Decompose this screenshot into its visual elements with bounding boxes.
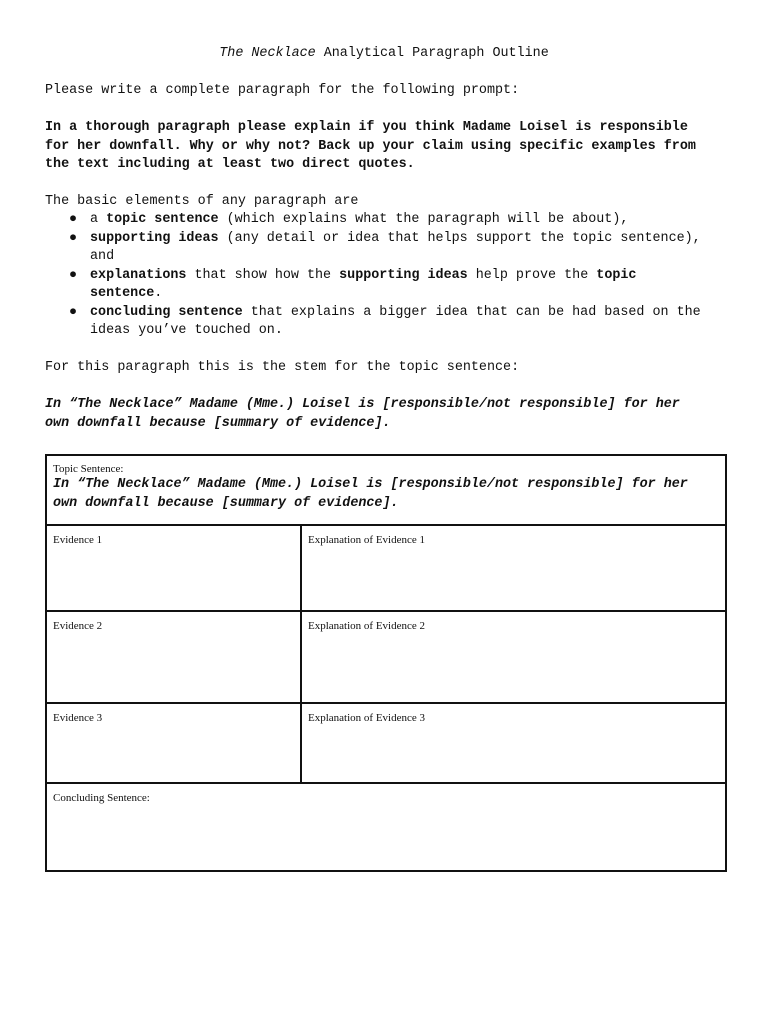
concluding-sentence-label: Concluding Sentence: xyxy=(53,792,150,804)
evidence-3-label: Evidence 3 xyxy=(53,712,103,724)
outline-table xyxy=(45,454,727,872)
list-item xyxy=(45,211,725,230)
bullet-text: a xyxy=(90,212,107,227)
bullet-text: that show how the xyxy=(186,267,340,283)
topic-sentence-cell[interactable] xyxy=(46,455,726,525)
bullet-icon: ● xyxy=(69,304,78,320)
instruction-text: Please write a complete paragraph for the following prompt: xyxy=(45,83,520,98)
page-title xyxy=(0,45,768,63)
bullet-term: concluding sentence xyxy=(90,304,243,320)
bullet-text: and xyxy=(90,249,115,264)
title-italic: The Necklace xyxy=(219,46,316,61)
elements-intro: The basic elements of any paragraph are xyxy=(45,194,359,209)
explanation-1-label: Explanation of Evidence 1 xyxy=(308,534,425,546)
explanation-3-cell[interactable] xyxy=(301,703,726,783)
bullet-icon: ● xyxy=(69,212,78,227)
topic-sentence-text xyxy=(47,476,725,513)
bullet-term: explanations xyxy=(90,267,187,283)
bullet-text: (any detail or idea that helps support the topic sentence), xyxy=(218,230,701,246)
evidence-1-cell[interactable] xyxy=(46,525,301,611)
explanation-3-label: Explanation of Evidence 3 xyxy=(308,712,425,724)
bullet-term: sentence xyxy=(90,286,155,301)
bullet-text: (which explains what the paragraph will be about), xyxy=(218,212,629,227)
evidence-3-cell[interactable] xyxy=(46,703,301,783)
stem-text xyxy=(45,396,725,433)
bullet-icon: ● xyxy=(69,230,78,246)
concluding-sentence-cell[interactable] xyxy=(46,783,726,871)
stem-line: In “The Necklace” Madame (Mme.) Loisel is [responsible/not responsible] for her xyxy=(45,397,680,412)
bullet-term: supporting ideas xyxy=(339,267,468,283)
prompt-line: the text including at least two direct quotes. xyxy=(45,157,415,172)
list-item xyxy=(45,304,725,341)
topic-line: In “The Necklace” Madame (Mme.) Loisel is [responsible/not responsible] for her xyxy=(53,477,688,492)
prompt-line: In a thorough paragraph please explain if you think Madame Loisel is responsible xyxy=(45,120,688,135)
topic-line: own downfall because [summary of evidence]. xyxy=(53,495,399,511)
title-rest: Analytical Paragraph Outline xyxy=(323,46,549,61)
bullet-text: ideas you’ve touched on. xyxy=(90,323,283,338)
explanation-2-label: Explanation of Evidence 2 xyxy=(308,620,425,632)
explanation-1-cell[interactable] xyxy=(301,525,726,611)
elements-list xyxy=(45,211,725,341)
list-item xyxy=(45,267,725,304)
bullet-term: topic xyxy=(596,267,637,283)
bullet-term: supporting ideas xyxy=(90,230,219,246)
prompt-line: for her downfall. Why or why not? Back up your claim using specific examples from xyxy=(45,138,696,154)
bullet-text: . xyxy=(154,286,163,301)
list-item xyxy=(45,230,725,267)
bullet-term: topic sentence xyxy=(106,212,219,227)
bullet-text: that explains a bigger idea that can be had based on the xyxy=(242,304,701,320)
bullet-text: help prove the xyxy=(467,267,597,283)
prompt-text xyxy=(45,119,725,175)
stem-intro: For this paragraph this is the stem for the topic sentence: xyxy=(45,360,520,375)
bullet-icon: ● xyxy=(69,267,78,283)
topic-sentence-label: Topic Sentence: xyxy=(53,463,124,475)
evidence-2-cell[interactable] xyxy=(46,611,301,703)
evidence-2-label: Evidence 2 xyxy=(53,620,103,632)
stem-line: own downfall because [summary of evidence]. xyxy=(45,415,391,431)
explanation-2-cell[interactable] xyxy=(301,611,726,703)
evidence-1-label: Evidence 1 xyxy=(53,534,103,546)
